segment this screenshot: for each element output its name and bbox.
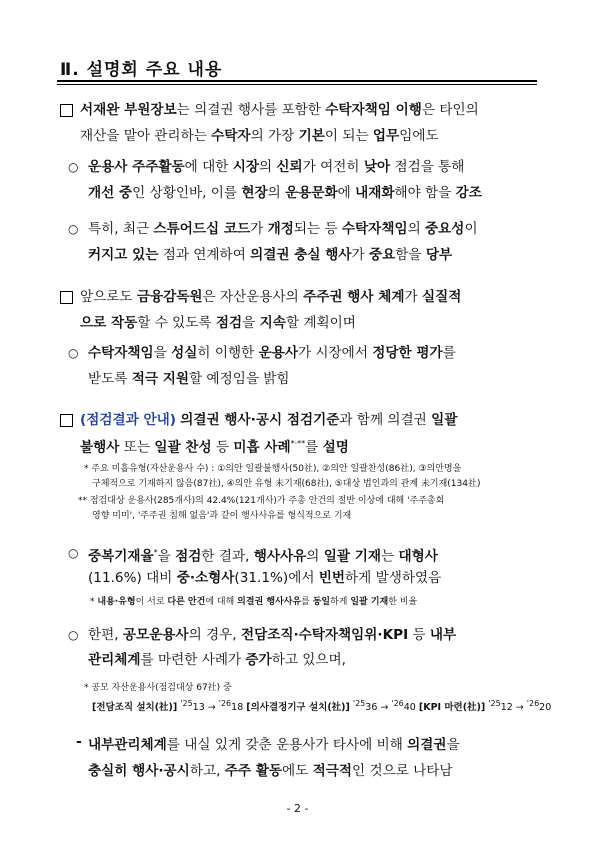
- paragraph-2-line-2: 으로 작동할 수 있도록 점검을 지속할 계획이며: [80, 315, 356, 331]
- paragraph-3-line-1: (점검결과 안내) 의결권 행사·공시 점검기준과 함께 의결권 일괄: [80, 412, 458, 428]
- square-bullet: [60, 291, 73, 304]
- circle-bullet: ○: [68, 546, 79, 560]
- paragraph-3c-line-1: 내부관리체계를 내실 있게 갖춘 운용사가 타사에 비해 의결권을: [88, 737, 460, 753]
- paragraph-2-line-1: 앞으로도 금융감독원은 자산운용사의 주주권 행사 체계가 실질적: [80, 289, 462, 305]
- inspection-result-label: (점검결과 안내): [80, 412, 176, 428]
- paragraph-3b-line-2: 관리체계를 마련한 사례가 증가하고 있으며,: [88, 652, 346, 668]
- footnote-2-line-1: ** 점검대상 운용사(285개사)의 42.4%(121개사)가 주총 안건의 절반 이상에 대해 '주주총회: [78, 496, 445, 506]
- paragraph-2a-line-1: 수탁자책임을 성실히 이행한 운용사가 시장에서 정당한 평가를: [88, 345, 456, 361]
- footnote-4: * 공모 자산운용사(점검대상 67社) 중: [84, 683, 232, 693]
- paragraph-3b-line-1: 한편, 공모운용사의 경우, 전담조직·수탁자책임위·KPI 등 내부: [88, 627, 457, 643]
- footnote-3: * 내용·유형이 서로 다른 안건에 대해 의결권 행사사유를 동일하게 일괄 기재한 비율: [90, 597, 418, 607]
- page-number: - 2 -: [286, 802, 309, 815]
- paragraph-1-line-1: 서재완 부원장보는 의결권 행사를 포함한 수탁자책임 이행은 타인의: [80, 102, 479, 118]
- circle-bullet: ○: [68, 222, 79, 236]
- dash-bullet: -: [76, 734, 82, 750]
- footnote-5: [전담조직 설치(社)] $^{'25}$13 → $^{'26}$18 [의사결정기구 설치(社)] $^{'25}$36 → $^{'26}$40 [KPI 마련(社)] $^{'25}$12 → $^{'26}$20: [92, 699, 552, 714]
- paragraph-3a-line-1: 중복기재율*을 점검한 결과, 행사사유의 일괄 기재는 대형사: [88, 548, 438, 565]
- paragraph-1b-line-1: 특히, 최근 스튜어드십 코드가 개정되는 등 수탁자책임의 중요성이: [88, 221, 478, 237]
- square-bullet: [60, 104, 73, 117]
- footnote-1-line-2: 구체적으로 기재하지 않음(87社), ④의안 유형 未기재(68社), ⑤대상 법인과의 관계 未기재(134社): [92, 479, 481, 489]
- paragraph-3-line-2: 불행사 또는 일괄 찬성 등 미흡 사례*·**를 설명: [80, 439, 349, 456]
- circle-bullet: ○: [68, 628, 79, 642]
- paragraph-1b-line-2: 커지고 있는 점과 연계하여 의결권 충실 행사가 중요함을 당부: [88, 247, 453, 263]
- circle-bullet: ○: [68, 346, 79, 360]
- paragraph-2a-line-2: 받도록 적극 지원할 예정임을 밝힘: [88, 371, 290, 387]
- heading-rule: [57, 80, 537, 82]
- paragraph-3c-line-2: 충실히 행사·공시하고, 주주 활동에도 적극적인 것으로 나타남: [88, 763, 453, 779]
- circle-bullet: ○: [68, 160, 79, 174]
- section-heading: Ⅱ. 설명회 주요 내용: [60, 60, 223, 80]
- paragraph-1a-line-2: 개선 중인 상황인바, 이를 현장의 운용문화에 내재화해야 함을 강조: [88, 185, 482, 201]
- paragraph-1a-line-1: 운용사 주주활동에 대한 시장의 신뢰가 여전히 낮아 점검을 통해: [88, 159, 465, 175]
- paragraph-3a-line-2: (11.6%) 대비 중·소형사(31.1%)에서 빈번하게 발생하였음: [88, 570, 442, 586]
- heading-rule-thin: [57, 84, 537, 85]
- square-bullet: [60, 414, 73, 427]
- footnote-1-line-1: * 주요 미흡유형(자산운용사 수) : ①의안 일괄불행사(50社), ②의안 일괄찬성(86社), ③의안명을: [84, 464, 462, 474]
- footnote-2-line-2: 영향 미미', '주주권 침해 없음'과 같이 행사사유를 형식적으로 기재: [92, 511, 352, 521]
- paragraph-1-line-2: 재산을 맡아 관리하는 수탁자의 가장 기본이 되는 업무임에도: [80, 128, 439, 144]
